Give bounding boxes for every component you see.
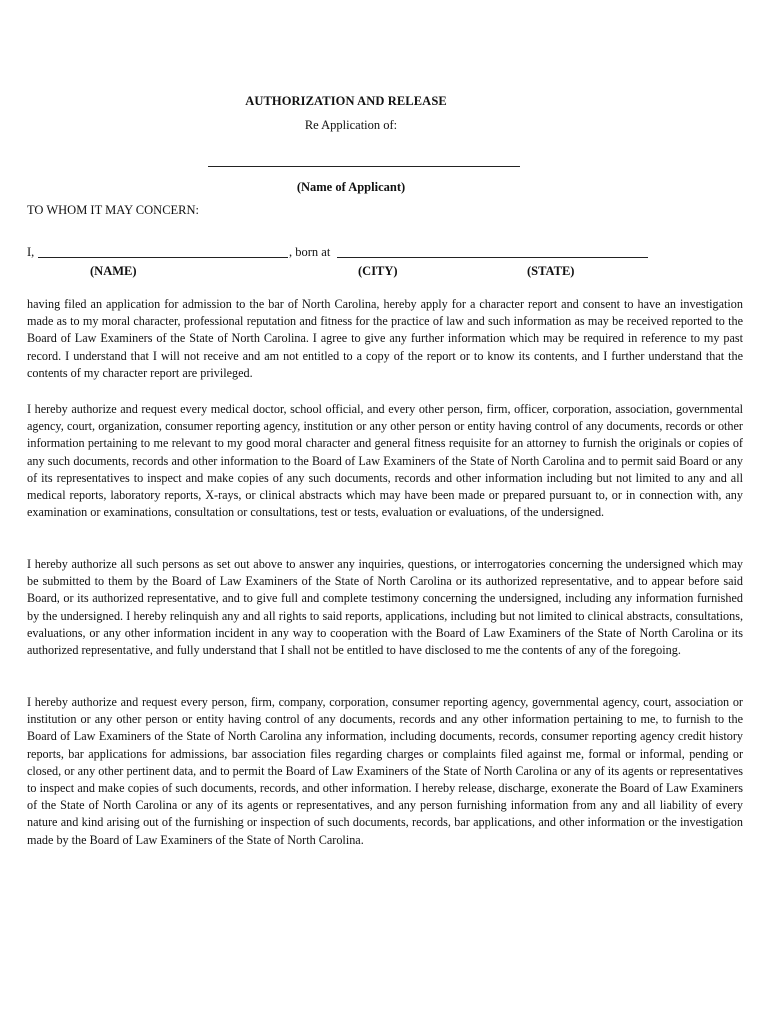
- fill-prefix: I,: [27, 245, 35, 259]
- paragraph-authorize-records: I hereby authorize and request every medical doctor, school official, and every other person, firm, officer, corporation, association, governmental agency, court, organization, consumer reporting agency, institution or any other person or entity having control of any documents, records or other information pertaining to me relevant to my good moral character and general fitness requisite for an attorney to furnish the originals or copies of any such documents, records and other information to the Board of Law Examiners of the State of North Carolina and to permit said Board or any of its representatives to inspect and make copies of any such documents, records and other information including but not limited to any and all medical reports, laboratory reports, X-rays, or clinical abstracts which may have been made or prepared pursuant to, or in connection with, any examination or examinations, consultation or consultations, test or tests, evaluation or evaluations, of the undersigned.: [27, 402, 743, 520]
- born-at-text: , born at: [289, 245, 331, 259]
- paragraph-authorize-inquiries: I hereby authorize all such persons as set out above to answer any inquiries, questions, or interrogatories concerning the undersigned which may be submitted to them by the Board of Law Examiners of the State of North Carolina or its authorized representative, and to appear before said Board, or its authorized representative, and to give full and complete testimony concerning the undersigned, including any information furnished by the undersigned. I hereby relinquish any and all rights to said reports, applications, including but not limited to clinical abstracts, consultations, evaluations, or any other information incident in any way to cooperation with the Board of Law Examiners of the State of North Carolina or its authorized representative, and fully understand that I shall not be entitled to have disclosed to me the contents of any of the foregoing.: [27, 557, 743, 658]
- applicant-name-blank[interactable]: [208, 157, 520, 167]
- city-label: (CITY): [358, 264, 398, 278]
- name-blank[interactable]: [38, 257, 288, 258]
- identity-fill-row: [27, 245, 707, 261]
- salutation: TO WHOM IT MAY CONCERN:: [27, 203, 200, 217]
- paragraph-release-liability: I hereby authorize and request every person, firm, company, corporation, consumer reporting agency, governmental agency, court, association or institution or any other person or entity having control of any documents, records and any other information pertaining to me, to furnish to the Board of Law Examiners of the State of North Carolina any information, including documents, records, consumer reporting agency credit history reports, bar applications for admissions, bar association files regarding charges or complaints filed against me, formal or informal, pending or closed, or any other pertinent data, and to permit the Board of Law Examiners of the State of North Carolina or any of its agents or representatives to inspect and make copies of such documents, records, and other information. I hereby release, discharge, exonerate the Board of Law Examiners of the State of North Carolina or any of its agents or representatives, and any person furnishing information from any and all liability of every nature and kind arising out of the furnishing or inspection of such documents, records, bar applications, and other information or the investigation made by the Board of Law Examiners of the State of North Carolina.: [27, 695, 743, 847]
- fill-labels-row: [0, 264, 770, 280]
- birthplace-blank[interactable]: [337, 257, 648, 258]
- re-application-text: Re Application of:: [304, 118, 398, 132]
- name-label: (NAME): [90, 264, 137, 278]
- name-of-applicant-label: (Name of Applicant): [296, 180, 406, 194]
- state-label: (STATE): [527, 264, 575, 278]
- paragraph-application-consent: having filed an application for admission to the bar of North Carolina, hereby apply for a character report and consent to have an investigation made as to my moral character, professional reputation and fitness for the practice of law and such information as may be received reported to the Board of Law Examiners of the State of North Carolina. I agree to give any further information which may be required in reference to my past record. I understand that I will not receive and am not entitled to a copy of the report or to know its contents, and I further understand that the contents of my character report are privileged.: [27, 297, 743, 380]
- document-title: AUTHORIZATION AND RELEASE: [245, 94, 447, 108]
